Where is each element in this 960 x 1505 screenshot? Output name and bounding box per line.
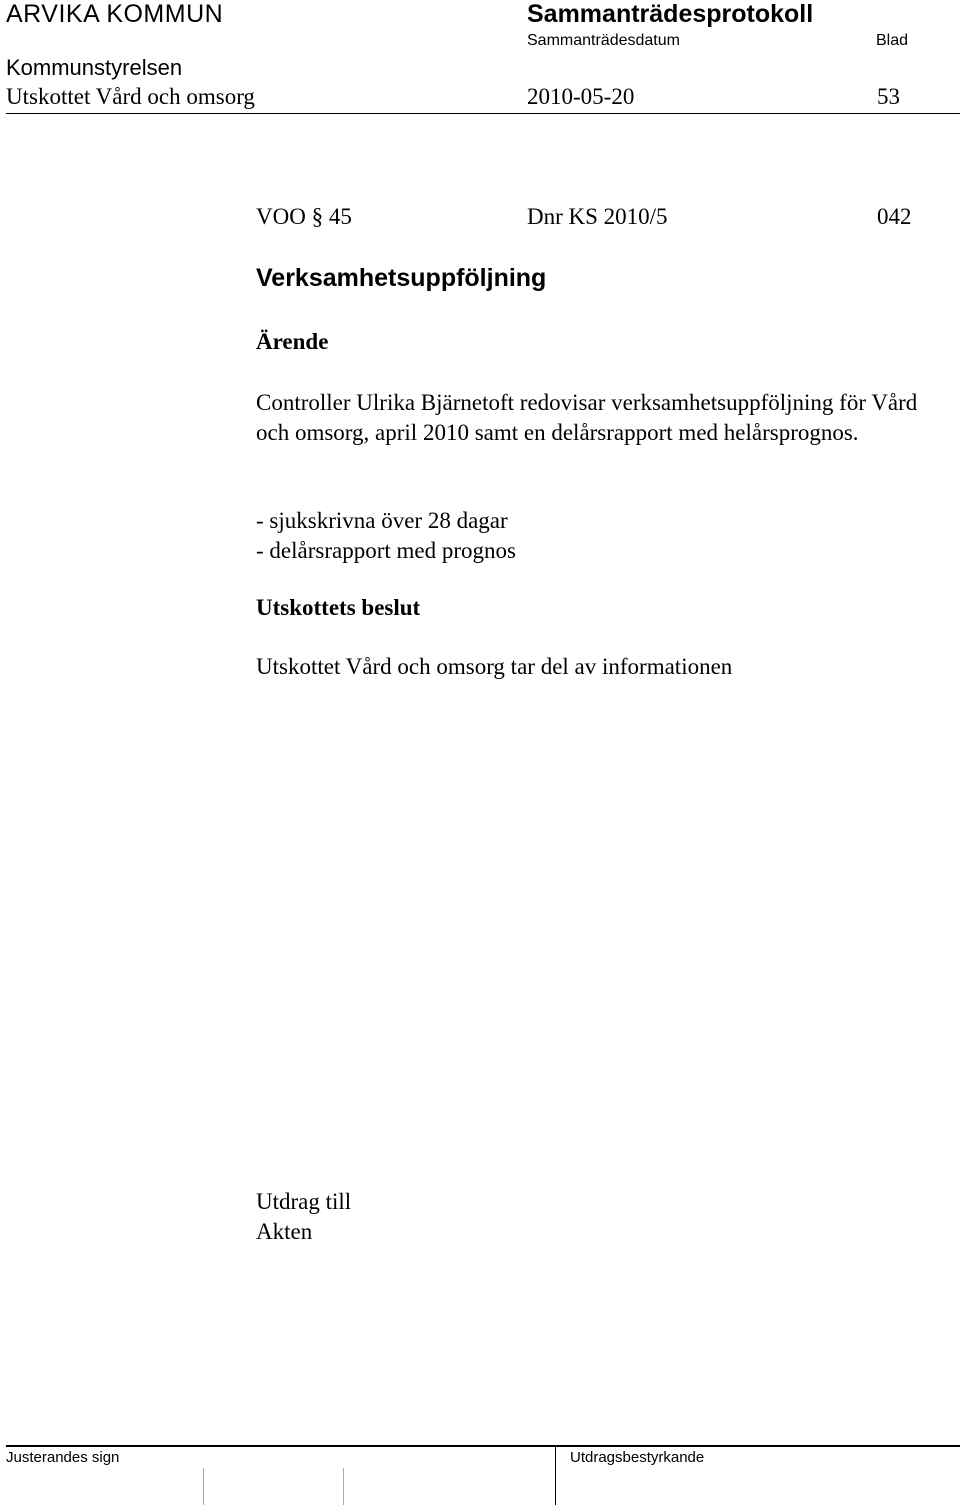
certification-label: Utdragsbestyrkande xyxy=(570,1449,705,1466)
decision-text: Utskottet Vård och omsorg tar del av informationen xyxy=(256,654,733,679)
date-label: Sammanträdesdatum xyxy=(527,32,680,49)
extract-block xyxy=(256,1187,351,1247)
board-name: Kommunstyrelsen xyxy=(6,55,183,80)
signature-box-divider xyxy=(203,1468,204,1505)
bullet-list xyxy=(256,506,516,566)
extract-recipient: Akten xyxy=(256,1219,313,1244)
signature-box-divider xyxy=(343,1468,344,1505)
matter-text: Controller Ulrika Bjärnetoft redovisar verksamhetsuppföljning för Vård och omsorg, april 2010 samt en delårsrapport med helårsprognos. xyxy=(256,390,918,445)
decision-heading: Utskottets beslut xyxy=(256,595,421,620)
footer-column-divider xyxy=(555,1447,556,1505)
document-type: Sammanträdesprotokoll xyxy=(527,0,814,28)
committee-name: Utskottet Vård och omsorg xyxy=(6,84,255,109)
footer-divider xyxy=(6,1445,960,1447)
list-item: - sjukskrivna över 28 dagar xyxy=(256,508,508,533)
matter-heading: Ärende xyxy=(256,329,329,354)
list-item: - delårsrapport med prognos xyxy=(256,538,516,563)
classification-code: 042 xyxy=(877,204,912,229)
header-divider xyxy=(6,113,960,114)
signature-label: Justerandes sign xyxy=(6,1449,120,1466)
meeting-date: 2010-05-20 xyxy=(527,84,635,109)
page-label: Blad xyxy=(876,32,909,49)
section-reference: VOO § 45 xyxy=(256,204,352,229)
item-title: Verksamhetsuppföljning xyxy=(256,264,547,292)
extract-heading: Utdrag till xyxy=(256,1189,352,1214)
organization-name: ARVIKA KOMMUN xyxy=(6,0,224,28)
page-number: 53 xyxy=(877,84,900,109)
registration-number: Dnr KS 2010/5 xyxy=(527,204,668,229)
